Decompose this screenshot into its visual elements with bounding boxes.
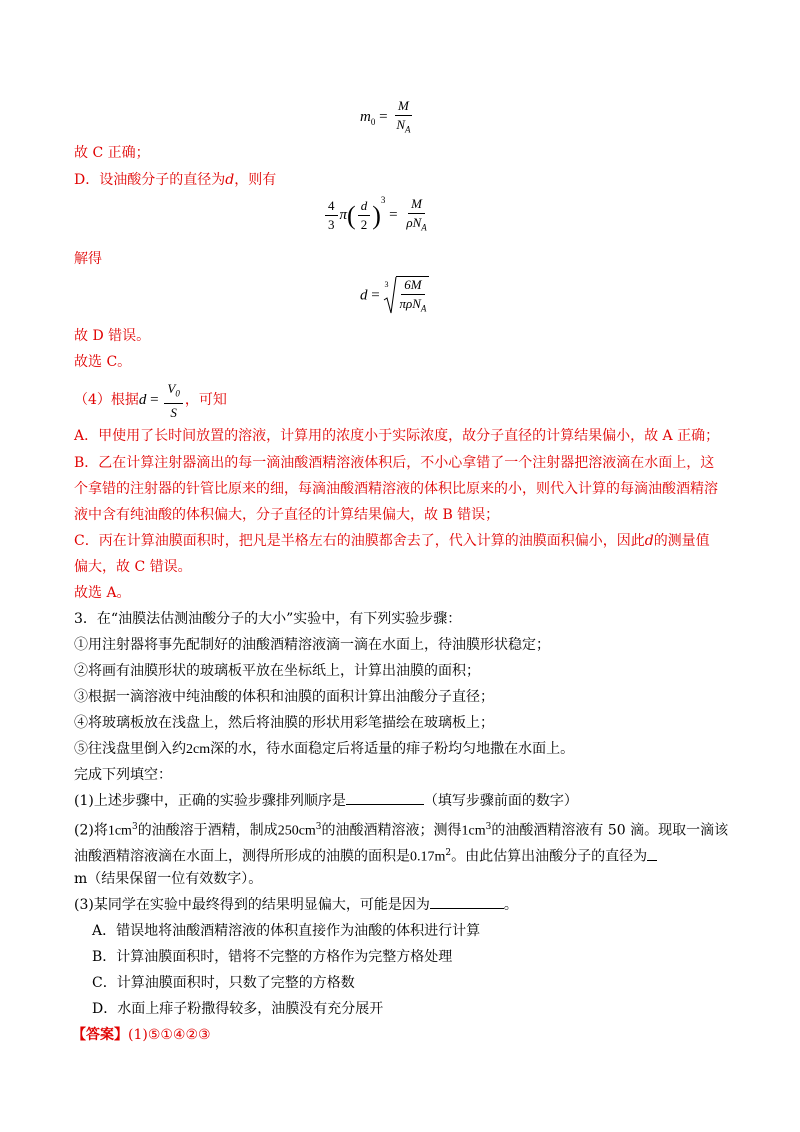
text-line [74, 426, 719, 446]
quantity: 1cm [461, 823, 486, 839]
equals-sign: = [389, 207, 398, 224]
quantity: 1cm [107, 823, 132, 839]
option-a [92, 921, 480, 941]
fraction-denominator [393, 116, 413, 138]
line-text: （填写步骤前面的数字） [423, 793, 578, 809]
line-text: ②将画有油膜形状的玻璃板平放在坐标纸上，计算出油膜的面积； [74, 663, 480, 679]
sub-question [74, 817, 728, 842]
fraction-numerator: 4 [325, 198, 338, 216]
exponent: 3 [485, 822, 492, 832]
root-index: 3 [384, 280, 389, 289]
option-d [92, 999, 383, 1019]
fraction-denominator: 3 [328, 217, 335, 233]
line-text: D．水面上痱子粉撒得较多，油膜没有充分展开 [92, 1001, 384, 1017]
fill-intro [74, 765, 172, 785]
formula-var: m [360, 109, 371, 126]
line-text: 的油酸酒精溶液有 50 滴。现取一滴该 [491, 822, 729, 839]
fraction-denominator [396, 295, 429, 317]
line-text: 故选 C。 [74, 354, 132, 370]
formula-m0 [360, 98, 415, 138]
line-text: (2)将 [74, 822, 108, 839]
fraction-denominator: 2 [360, 217, 368, 233]
pi-symbol: π [339, 207, 348, 224]
answer-line [72, 1025, 211, 1045]
line-text: 解得 [74, 251, 102, 267]
exponent: 2 [445, 848, 452, 858]
text-line [74, 381, 227, 420]
line-text: B．乙在计算注射器滴出的每一滴油酸酒精溶液体积后，不小心拿错了一个注射器把溶液滴在水面上，这 [74, 455, 715, 471]
formula-volume [323, 196, 432, 236]
fraction-numerator [164, 381, 182, 404]
formula-var: d [644, 533, 654, 549]
answer-blank[interactable] [647, 860, 657, 861]
quantity: 2cm [186, 742, 211, 757]
equals-sign: = [371, 287, 380, 304]
fraction [396, 276, 429, 317]
answer-blank[interactable] [346, 804, 424, 805]
line-text: ④将玻璃板放在浅盘上，然后将油膜的形状用彩笔描绘在玻璃板上； [74, 715, 494, 731]
answer-blank[interactable] [430, 908, 504, 909]
cube-root [383, 276, 431, 317]
formula-var: N [396, 117, 405, 132]
text-line [74, 505, 499, 525]
line-text: C．丙在计算油膜面积时，把凡是半格左右的油膜都舍去了，代入计算的油膜面积偏小，因此 [74, 533, 645, 549]
option-b [92, 947, 452, 967]
line-text: 液中含有纯油酸的体积偏大，分子直径的计算结果偏大，故 B 错误； [74, 507, 500, 523]
line-text: 故 D 错误。 [74, 328, 151, 344]
line-text: ⑤往浅盘里倒入约 [74, 741, 186, 757]
exponent: 3 [315, 822, 322, 832]
formula-subscript: 0 [370, 117, 376, 128]
left-paren: ( [347, 200, 356, 230]
text-line [74, 352, 131, 372]
formula-diameter [360, 276, 431, 317]
line-text: A．甲使用了长时间放置的溶液，计算用的浓度小于实际浓度，故分子直径的计算结果偏小，故 A 正确； [74, 428, 720, 444]
fraction-numerator: d [358, 198, 371, 216]
fraction [358, 198, 371, 233]
line-text: 油酸酒精溶液滴在水面上，测得所形成的油膜的面积是 [74, 848, 410, 865]
fraction-denominator [403, 214, 429, 236]
answer-label: 【答案】 [72, 1027, 128, 1043]
exponent: 3 [380, 195, 386, 206]
fraction-numerator: 6M [401, 277, 424, 295]
formula-var: d [138, 392, 147, 409]
equals-sign: = [379, 109, 388, 126]
line-text: m（结果保留一位有效数字）。 [74, 871, 263, 887]
fraction [164, 381, 182, 421]
formula-subscript: A [404, 124, 411, 135]
quantity: 250cm [277, 823, 316, 839]
formula-subscript: A [420, 303, 427, 314]
line-text: 深的水，待水面稳定后将适量的痱子粉均匀地撒在水面上。 [210, 741, 575, 757]
sub-question [74, 791, 578, 811]
text-line [74, 531, 710, 551]
line-text: A．错误地将油酸酒精溶液的体积直接作为油酸的体积进行计算 [92, 923, 481, 939]
text-line [74, 326, 150, 346]
text-line [74, 170, 276, 190]
fraction-numerator: M [408, 196, 425, 214]
line-text: D．设油酸分子的直径为 [74, 172, 226, 188]
line-text: （4）根据 [74, 392, 139, 409]
step-item [74, 635, 550, 655]
right-paren: ) [372, 200, 381, 230]
exponent: 3 [131, 822, 138, 832]
line-text: 个拿错的注射器的针管比原来的细，每滴油酸酒精溶液的体积比原来的小，则代入计算的每滴油酸酒精溶 [74, 481, 718, 497]
answer-text: (1)⑤①④②③ [128, 1027, 211, 1043]
option-c [92, 973, 355, 993]
text-line [74, 583, 131, 603]
text-line [74, 453, 714, 473]
sub-question-cont [74, 869, 262, 889]
text-line [74, 479, 718, 499]
line-text: (1)上述步骤中，正确的实验步骤排列顺序是 [74, 793, 346, 809]
line-text: B．计算油膜面积时，错将不完整的方格作为完整方格处理 [92, 949, 453, 965]
line-text: 偏大，故 C 错误。 [74, 559, 192, 575]
formula-subscript: 0 [175, 388, 180, 399]
inline-formula: d = $\frac{V_0}{S}$ [139, 392, 185, 408]
line-text: 的油酸溶于酒精，制成 [137, 822, 278, 839]
step-item [74, 661, 480, 681]
line-text: 。 [503, 897, 518, 913]
formula-var: V [167, 381, 176, 396]
question-title [74, 609, 461, 629]
line-text: 3．在“油膜法估测油酸分子的大小”实验中，有下列实验步骤： [74, 611, 462, 627]
line-text: ①用注射器将事先配制好的油酸酒精溶液滴一滴在水面上，待油膜形状稳定； [74, 637, 550, 653]
line-text: ，则有 [234, 172, 277, 188]
formula-var: πρN [399, 296, 421, 311]
text-line [74, 557, 192, 577]
text-line [74, 143, 150, 163]
fraction [325, 198, 338, 233]
fraction-numerator: M [395, 98, 412, 116]
line-text: 的油酸酒精溶液；测得 [321, 822, 462, 839]
quantity: 0.17m [410, 849, 446, 865]
line-text: ③根据一滴溶液中纯油酸的体积和油膜的面积计算出油酸分子直径； [74, 689, 494, 705]
fraction [403, 196, 429, 236]
line-text: 故选 A。 [74, 585, 131, 601]
line-text: 完成下列填空： [74, 767, 172, 783]
line-text: (3)某同学在实验中最终得到的结果明显偏大，可能是因为 [74, 897, 430, 913]
line-text: 的测量值 [653, 533, 710, 549]
formula-var: d [360, 287, 368, 304]
formula-var: d [225, 172, 235, 188]
fraction [393, 98, 413, 138]
step-item [74, 739, 574, 760]
text-line [74, 249, 102, 269]
line-text: 故 C 正确； [74, 145, 150, 161]
line-text: ，可知 [184, 392, 227, 409]
line-text: C．计算油膜面积时，只数了完整的方格数 [92, 975, 355, 991]
sub-question-cont [74, 843, 657, 868]
formula-subscript: A [421, 222, 427, 233]
line-text: 。由此估算出油酸分子的直径为 [451, 848, 648, 865]
fraction-denominator: S [170, 404, 177, 420]
step-item [74, 713, 494, 733]
step-item [74, 687, 494, 707]
formula-var: ρN [406, 215, 422, 230]
sub-question [74, 895, 518, 915]
